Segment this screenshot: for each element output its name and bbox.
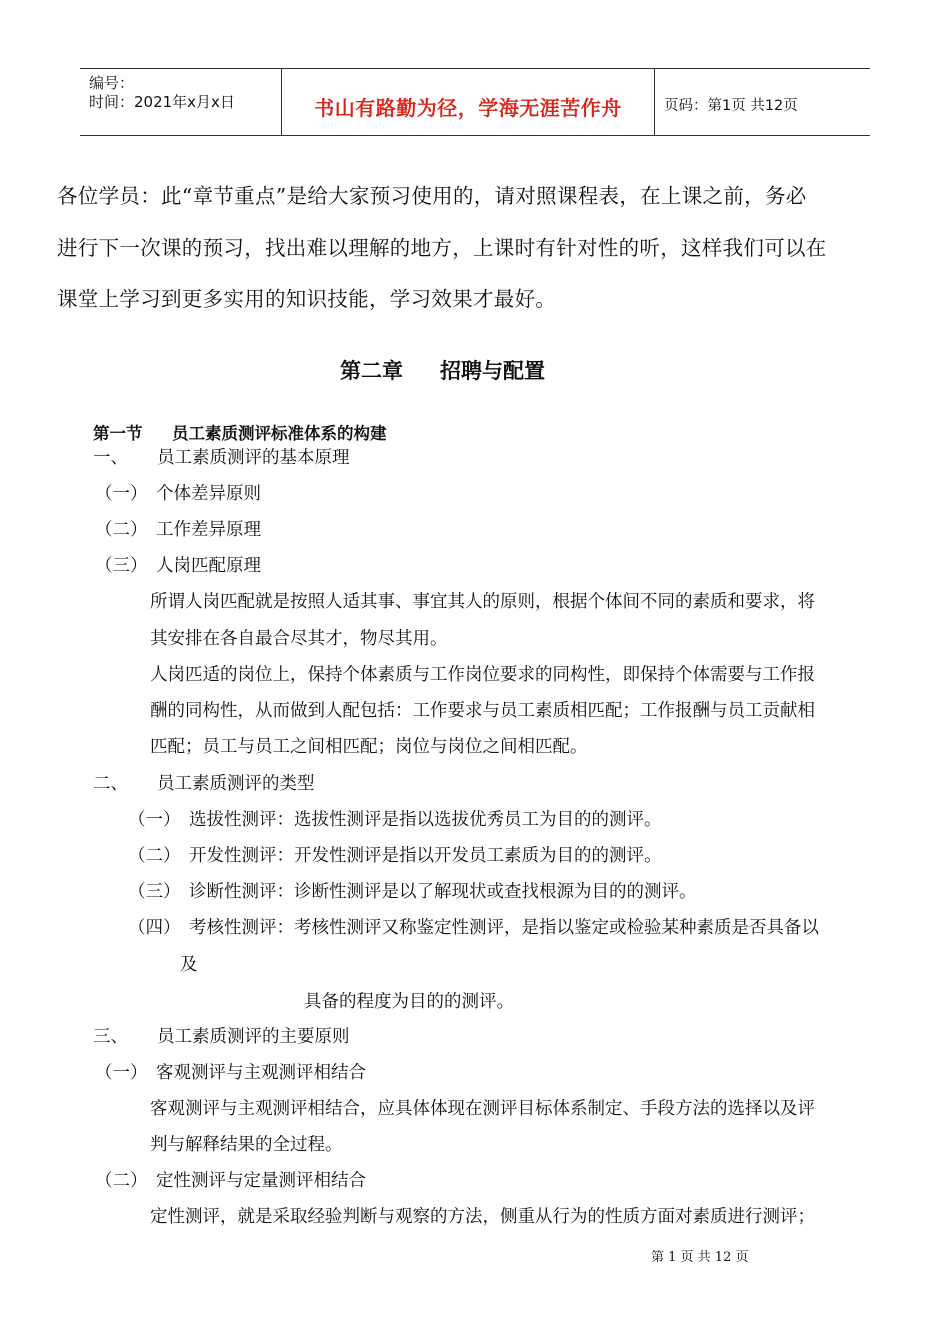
section-title: 员工素质测评标准体系的构建 [172, 424, 387, 443]
part1-paragraph-line-5: 匹配；员工与员工之间相匹配；岗位与岗位之间相匹配。 [150, 737, 588, 757]
part2-item1-number: （一） [128, 810, 181, 830]
part1-item1-number: （一） [95, 484, 148, 504]
part2-item2-text: 开发性测评：开发性测评是指以开发员工素质为目的的测评。 [189, 846, 662, 866]
part3-item1-line-2: 判与解释结果的全过程。 [150, 1135, 343, 1155]
header-motto: 书山有路勤为径，学海无涯苦作舟 [314, 96, 622, 120]
part3-number: 三、 [93, 1027, 128, 1047]
part1-paragraph-line-3: 人岗匹适的岗位上，保持个体素质与工作岗位要求的同构性，即保持个体需要与工作报 [150, 665, 815, 685]
intro-line-1: 各位学员：此“章节重点”是给大家预习使用的，请对照课程表，在上课之前，务必 [57, 184, 807, 208]
document-number-label: 编号： [89, 74, 135, 92]
part2-item3-text: 诊断性测评：诊断性测评是以了解现状或查找根源为目的的测评。 [189, 882, 697, 902]
part2-number: 二、 [93, 774, 128, 794]
page-footer: 第 1 页 共 12 页 [651, 1250, 749, 1265]
header-info-cell [80, 69, 282, 135]
part3-item2-text: 定性测评与定量测评相结合 [156, 1171, 366, 1191]
part1-item3-text: 人岗匹配原理 [156, 556, 261, 576]
part3-item1-text: 客观测评与主观测评相结合 [156, 1063, 366, 1083]
part1-paragraph-line-2: 其安排在各自最合尽其才，物尽其用。 [150, 629, 448, 649]
chapter-title: 招聘与配置 [440, 359, 545, 383]
header-page-number: 页码：第1页 共12页 [664, 98, 798, 114]
part2-item2-number: （二） [128, 846, 181, 866]
part1-item3-number: （三） [95, 556, 148, 576]
part1-item2-number: （二） [95, 520, 148, 540]
part3-item1-line-1: 客观测评与主观测评相结合，应具体体现在测评目标体系制定、手段方法的选择以及评 [150, 1099, 815, 1119]
part2-item4-number: （四） [128, 918, 181, 938]
part1-title: 员工素质测评的基本原理 [157, 448, 350, 468]
section-number: 第一节 [93, 424, 143, 443]
part3-title: 员工素质测评的主要原则 [157, 1027, 350, 1047]
part3-item2-number: （二） [95, 1171, 148, 1191]
document-time-label: 时间：2021年x月x日 [89, 93, 235, 111]
part3-item1-number: （一） [95, 1063, 148, 1083]
part2-item4-continuation: 具备的程度为目的的测评。 [304, 992, 514, 1012]
part2-item4-wrap: 及 [180, 955, 198, 975]
part2-item3-number: （三） [128, 882, 181, 902]
part2-title: 员工素质测评的类型 [157, 774, 315, 794]
part3-item2-line-1: 定性测评，就是采取经验判断与观察的方法，侧重从行为的性质方面对素质进行测评； [150, 1207, 815, 1227]
intro-line-2: 进行下一次课的预习，找出难以理解的地方，上课时有针对性的听，这样我们可以在 [57, 236, 827, 260]
part2-item1-text: 选拔性测评：选拔性测评是指以选拔优秀员工为目的的测评。 [189, 810, 662, 830]
part1-paragraph-line-1: 所谓人岗匹配就是按照人适其事、事宜其人的原则，根据个体间不同的素质和要求，将 [150, 592, 815, 612]
part1-item2-text: 工作差异原理 [156, 520, 261, 540]
page-header-table [80, 68, 870, 136]
chapter-number: 第二章 [340, 359, 403, 383]
part2-item4-text: 考核性测评：考核性测评又称鉴定性测评，是指以鉴定或检验某种素质是否具备以 [189, 918, 819, 938]
header-motto-cell [282, 69, 655, 135]
part1-item1-text: 个体差异原则 [156, 484, 261, 504]
part1-number: 一、 [93, 448, 128, 468]
intro-line-3: 课堂上学习到更多实用的知识技能，学习效果才最好。 [57, 287, 557, 311]
header-page-cell [655, 69, 870, 135]
part1-paragraph-line-4: 酬的同构性，从而做到人配包括：工作要求与员工素质相匹配；工作报酬与员工贡献相 [150, 701, 815, 721]
